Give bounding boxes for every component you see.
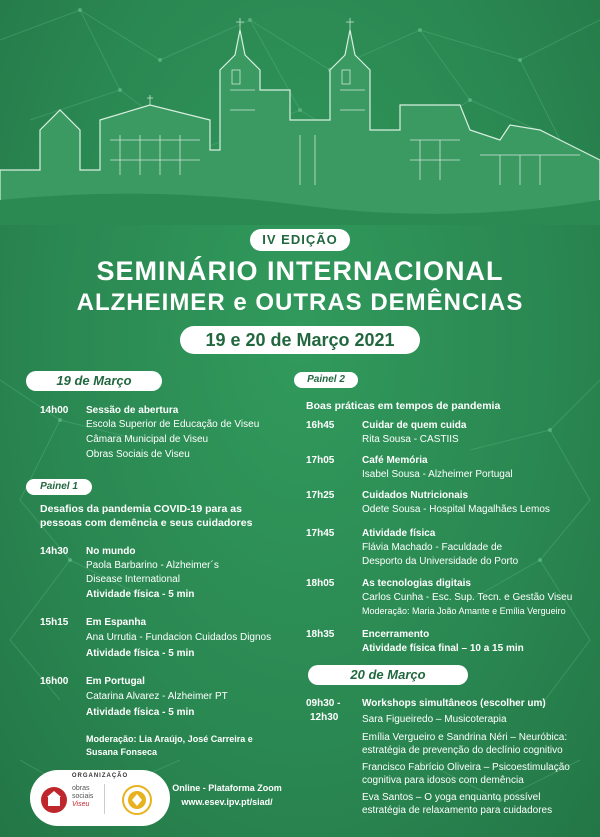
workshop-title: Workshops simultâneos (escolher um) [362, 698, 546, 709]
session-title: As tecnologias digitais [362, 578, 471, 589]
panel1-heading: Desafios da pandemia COVID-19 para as [40, 503, 242, 515]
website-link[interactable]: www.esev.ipv.pt/siad/ [181, 797, 273, 807]
workshop-line: Sara Figueiredo – Musicoterapia [362, 714, 507, 725]
workshop-line: estratégia de relaxamento para cuidadores [362, 805, 553, 816]
session-speaker: Disease International [86, 574, 180, 585]
panel1-moderation: Moderação: Lia Araújo, José Carreira e [86, 734, 253, 744]
panel1-label: Painel 1 [26, 479, 92, 495]
session-speaker: Ana Urrutia - Fundacion Cuidados Dignos [86, 632, 272, 643]
session-time: 17h45 [306, 528, 335, 539]
opening-line: Câmara Municipal de Viseu [86, 434, 209, 445]
partner-seal-icon [112, 782, 162, 818]
day1-label: 19 de Março [26, 371, 162, 391]
online-platform: Online - Plataforma Zoom [172, 783, 282, 793]
session-time: 18h05 [306, 578, 335, 589]
workshop-line: Francisco Fabrício Oliveira – Psicoestimulação [362, 762, 570, 773]
session-activity: Atividade física - 5 min [86, 648, 195, 659]
opening-time: 14h00 [40, 405, 69, 416]
session-title: Café Memória [362, 455, 428, 466]
session-speaker: Flávia Machado - Faculdade de [362, 542, 503, 553]
organization-label: ORGANIZAÇÃO [71, 773, 129, 779]
obras-sociais-logo-icon [40, 786, 68, 814]
session-activity: Atividade física final – 10 a 15 min [362, 643, 524, 654]
session-title: Em Espanha [86, 617, 147, 628]
workshop-time: 12h30 [310, 712, 339, 723]
session-speaker: Rita Sousa - CASTIIS [362, 434, 459, 445]
session-time: 15h15 [40, 617, 69, 628]
organization-box [30, 770, 170, 826]
session-time: 17h25 [306, 490, 335, 501]
opening-line: Escola Superior de Educação de Viseu [86, 419, 260, 430]
workshop-line: cognitiva para idosos com demência [362, 775, 524, 786]
panel1-moderation: Susana Fonseca [86, 747, 158, 757]
session-speaker: Odete Sousa - Hospital Magalhães Lemos [362, 504, 550, 515]
session-speaker: Isabel Sousa - Alzheimer Portugal [362, 469, 513, 480]
opening-title: Sessão de abertura [86, 405, 179, 416]
session-title: Em Portugal [86, 676, 145, 687]
session-time: 14h30 [40, 546, 69, 557]
session-title: Cuidar de quem cuida [362, 420, 467, 431]
logo-text: obras sociais Viseu [72, 785, 94, 808]
workshop-line: Emília Vergueiro e Sandrina Néri – Neuróbica: [362, 732, 568, 743]
session-moderation: Moderação: Maria João Amante e Emília Vergueiro [362, 606, 566, 616]
session-speaker: Catarina Alvarez - Alzheimer PT [86, 691, 228, 702]
session-title: Cuidados Nutricionais [362, 490, 469, 501]
session-title: No mundo [86, 546, 136, 557]
session-activity: Atividade física - 5 min [86, 589, 195, 600]
session-speaker: Carlos Cunha - Esc. Sup. Tecn. e Gestão Viseu [362, 592, 573, 603]
panel2-heading: Boas práticas em tempos de pandemia [306, 400, 501, 412]
panel1-heading: pessoas com demência e seus cuidadores [40, 517, 253, 529]
session-time: 17h05 [306, 455, 335, 466]
workshop-time: 09h30 - [306, 698, 341, 709]
session-title: Encerramento [362, 629, 430, 640]
session-title: Atividade física [362, 528, 436, 539]
edition-badge: IV EDIÇÃO [250, 229, 350, 251]
opening-line: Obras Sociais de Viseu [86, 449, 190, 460]
session-time: 16h00 [40, 676, 69, 687]
workshop-line: Eva Santos – O yoga enquanto possível [362, 792, 541, 803]
day2-label: 20 de Março [308, 665, 468, 685]
session-activity: Atividade física - 5 min [86, 707, 195, 718]
session-time: 16h45 [306, 420, 335, 431]
session-speaker: Desporto da Universidade do Porto [362, 556, 519, 567]
seminar-title-line2: ALZHEIMER e OUTRAS DEMÊNCIAS [76, 289, 524, 316]
panel2-label: Painel 2 [294, 372, 358, 388]
cathedral-illustration [0, 10, 600, 225]
workshop-line: estratégia de prevenção do declínio cognitivo [362, 745, 563, 756]
event-dates: 19 e 20 de Março 2021 [180, 326, 420, 354]
session-time: 18h35 [306, 629, 335, 640]
seminar-title-line1: SEMINÁRIO INTERNACIONAL [96, 256, 504, 286]
session-speaker: Paola Barbarino - Alzheimer´s [86, 560, 219, 571]
online-info [172, 782, 282, 822]
